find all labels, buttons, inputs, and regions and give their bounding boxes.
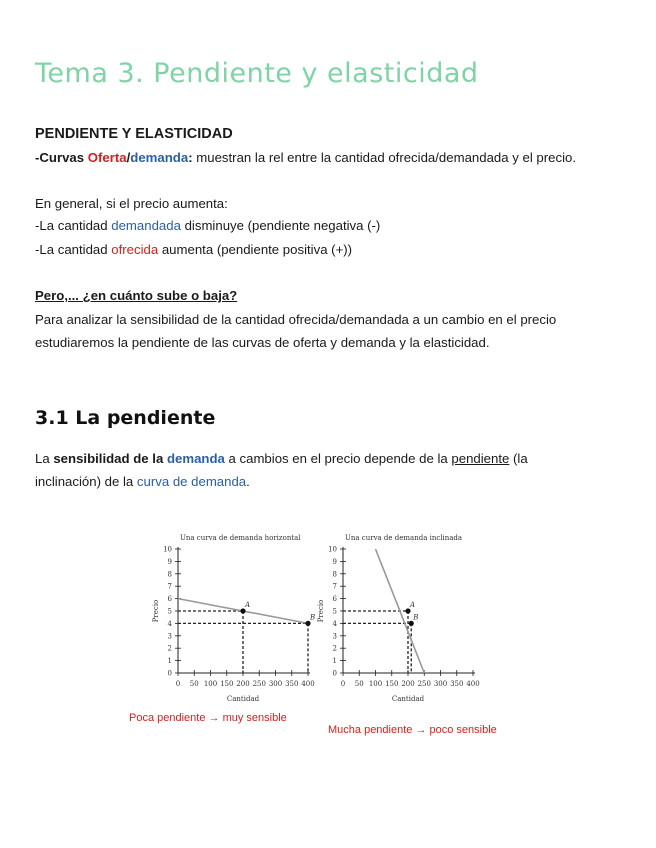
chart-0-ytick-label: 10 [163,545,172,554]
chart-1-xtick-label: 400 [466,680,480,688]
sens-line-1 [35,451,528,466]
general-line: En general, si el precio aumenta: [35,196,228,211]
sens-g: inclinación) de la [35,474,137,489]
sens-f: (la [509,451,528,466]
chart-0-xtick-label: 0 [175,680,181,688]
chart-0-ytick-label: 2 [167,644,172,653]
curvas-line [35,150,576,165]
chart-0-ytick-label: 4 [167,619,172,628]
chart-1-xtick-label: 350 [450,680,464,688]
sens-a: La [35,451,54,466]
chart-0-point-label: A [245,601,251,609]
sens-c: demanda [166,451,225,466]
chart-1-point-a [405,608,410,613]
section-title: 3.1 La pendiente [35,407,216,429]
chart-0-xtick-label: 250 [252,680,266,688]
curvas-prefix: -Curvas [35,150,88,165]
charts-figure [0,520,656,720]
chart-0-ytick-label: 8 [167,570,172,579]
chart-0-point-label: B [310,613,316,622]
chart-0-xtick-label: 100 [203,680,218,688]
demanda-line-c: disminuye (pendiente negativa (-) [180,218,381,233]
chart-0-ytick-label: 0 [167,669,172,678]
chart-1-xtick-label: 250 [417,680,431,688]
chart-0-ytick-label: 5 [167,607,172,616]
oferta-line-b: ofrecida [111,242,159,257]
chart-1-ytick-label: 0 [332,669,337,678]
caption-left: Poca pendiente → muy sensible [129,712,287,724]
chart-0-ytick-label: 3 [167,632,172,641]
chart-0-title: Una curva de demanda horizontal [180,534,301,542]
chart-1-ytick-label: 3 [332,632,337,641]
chart-1-ytick-label: 10 [328,545,337,554]
chart-1-xlabel: Cantidad [391,695,425,703]
chart-0-xtick-label: 150 [220,680,234,688]
chart-0-xtick-label: 350 [285,680,299,688]
chart-1-ytick-label: 8 [332,570,337,579]
chart-1-point-b [409,621,414,626]
chart-1-xtick-label: 50 [354,680,364,688]
chart-1-xtick-label: 300 [433,680,448,688]
chart-0-xtick-label: 300 [268,680,283,688]
chart-1-title: Una curva de demanda inclinada [345,534,463,542]
para-line-1: Para analizar la sensibilidad de la cantidad ofrecida/demandada a un cambio en el precio [35,312,557,327]
chart-1-ytick-label: 7 [332,582,337,591]
demanda-line-a: -La cantidad [35,218,112,233]
caption-right: Mucha pendiente → poco sensible [328,724,497,736]
chart-0-ytick-label: 9 [167,557,172,566]
page-title: Tema 3. Pendiente y elasticidad [35,58,479,89]
chart-1-demand-line [376,549,425,673]
chart-1-ytick-label: 9 [332,557,337,566]
chart-0-ytick-label: 1 [167,657,172,666]
oferta-line-c: aumenta (pendiente positiva (+)) [158,242,353,257]
chart-0-point-a [240,608,245,613]
demanda-line [35,218,380,233]
chart-1-ytick-label: 4 [332,619,337,628]
chart-0-ytick-label: 6 [167,595,172,604]
chart-1-ytick-label: 1 [332,657,337,666]
curvas-rest: muestran la rel entre la cantidad ofrecida/demandada y el precio. [192,150,576,165]
colon: : [188,150,193,165]
chart-1-xtick-label: 0 [340,680,346,688]
sens-d: a cambios en el precio depende de la [224,451,452,466]
sens-h: curva de demanda [136,474,247,489]
chart-1-ytick-label: 5 [332,607,337,616]
chart-0-xtick-label: 200 [236,680,250,688]
oferta-word: Oferta [87,150,127,165]
chart-1-ytick-label: 2 [332,644,337,653]
sens-b: sensibilidad de la [53,451,167,466]
demanda-line-b: demandada [111,218,181,233]
section-heading: PENDIENTE Y ELASTICIDAD [35,126,233,142]
chart-0-xtick-label: 400 [301,680,315,688]
demanda-word: demanda [130,150,189,165]
chart-1-xtick-label: 200 [401,680,415,688]
chart-1-ytick-label: 6 [332,595,337,604]
oferta-line-a: -La cantidad [35,242,112,257]
sens-i: . [246,474,250,489]
chart-1-ylabel: Precio [317,599,325,623]
chart-1-xtick-label: 150 [385,680,399,688]
chart-1-point-label: A [410,601,416,609]
sens-e: pendiente [451,451,510,466]
oferta-line [35,242,352,257]
para-line-2: estudiaremos la pendiente de las curvas de oferta y demanda y la elasticidad. [35,335,490,350]
chart-0-ytick-label: 7 [167,582,172,591]
chart-1-point-label: B [413,613,419,622]
chart-0-point-b [305,621,310,626]
chart-0-xtick-label: 50 [189,680,199,688]
chart-0-ylabel: Precio [152,599,160,623]
question-line: Pero,... ¿en cuánto sube o baja? [35,288,238,303]
chart-0-xlabel: Cantidad [226,695,260,703]
sens-line-2 [35,474,250,489]
slash: / [126,150,131,165]
chart-1-xtick-label: 100 [368,680,383,688]
